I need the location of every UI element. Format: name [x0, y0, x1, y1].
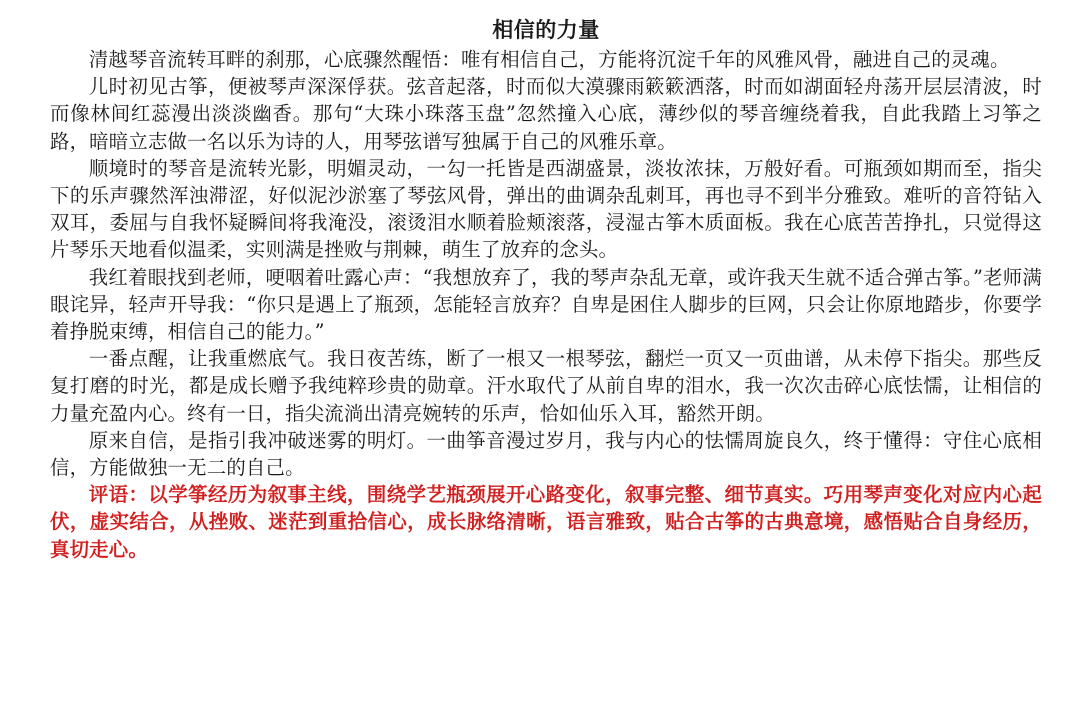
essay-paragraph-6: 原来自信，是指引我冲破迷雾的明灯。一曲筝音漫过岁月，我与内心的怯懦周旋良久，终于懂得：守住心底相信，方能做独一无二的自己。: [50, 428, 1042, 480]
essay-paragraph-5: 一番点醒，让我重燃底气。我日夜苦练，断了一根又一根琴弦，翻烂一页又一页曲谱，从未停下指尖。那些反复打磨的时光，都是成长赠予我纯粹珍贵的勋章。汗水取代了从前自卑的泪水，我一次次击碎心底怯懦，让相信的力量充盈内心。终有一日，指尖流淌出清亮婉转的乐声，恰如仙乐入耳，豁然开朗。: [50, 347, 1042, 425]
essay-title: 相信的力量: [492, 17, 600, 42]
essay-paragraph-4: 我红着眼找到老师，哽咽着吐露心声：“我想放弃了，我的琴声杂乱无章，或许我天生就不适合弹古筝。”老师满眼诧异，轻声开导我：“你只是遇上了瓶颈，怎能轻言放弃？自卑是困住人脚步的巨网，只会让你原地踏步，你要学着挣脱束缚，相信自己的能力。”: [50, 265, 1042, 344]
teacher-comment: 评语：以学筝经历为叙事主线，围绕学艺瓶颈展开心路变化，叙事完整、细节真实。巧用琴声变化对应内心起伏，虚实结合，从挫败、迷茫到重拾信心，成长脉络清晰，语言雅致，贴合古筝的古典意境，感悟贴合自身经历，真切走心。: [50, 483, 1042, 561]
essay-paragraph-2: 儿时初见古筝，便被琴声深深俘获。弦音起落，时而似大漠骤雨簌簌洒落，时而如湖面轻舟荡开层层清波，时而像林间红蕊漫出淡淡幽香。那句“大珠小珠落玉盘”忽然撞入心底，薄纱似的琴音缠绕着我，自此我踏上习筝之路，暗暗立志做一名以乐为诗的人，用琴弦谱写独属于自己的风雅乐章。: [50, 75, 1042, 153]
essay-paragraph-3: 顺境时的琴音是流转光影，明媚灵动，一勾一托皆是西湖盛景，淡妆浓抹，万般好看。可瓶颈如期而至，指尖下的乐声骤然浑浊滞涩，好似泥沙淤塞了琴弦风骨，弹出的曲调杂乱刺耳，再也寻不到半分雅致。难听的音符钻入双耳，委屈与自我怀疑瞬间将我淹没，滚烫泪水顺着脸颊滚落，浸湿古筝木质面板。我在心底苦苦挣扎，只觉得这片琴乐天地看似温柔，实则满是挫败与荆棘，萌生了放弃的念头。: [50, 156, 1042, 262]
essay-paragraph-1: 清越琴音流转耳畔的刹那，心底骤然醒悟：唯有相信自己，方能将沉淀千年的风雅风骨，融进自己的灵魂。: [88, 48, 1010, 71]
